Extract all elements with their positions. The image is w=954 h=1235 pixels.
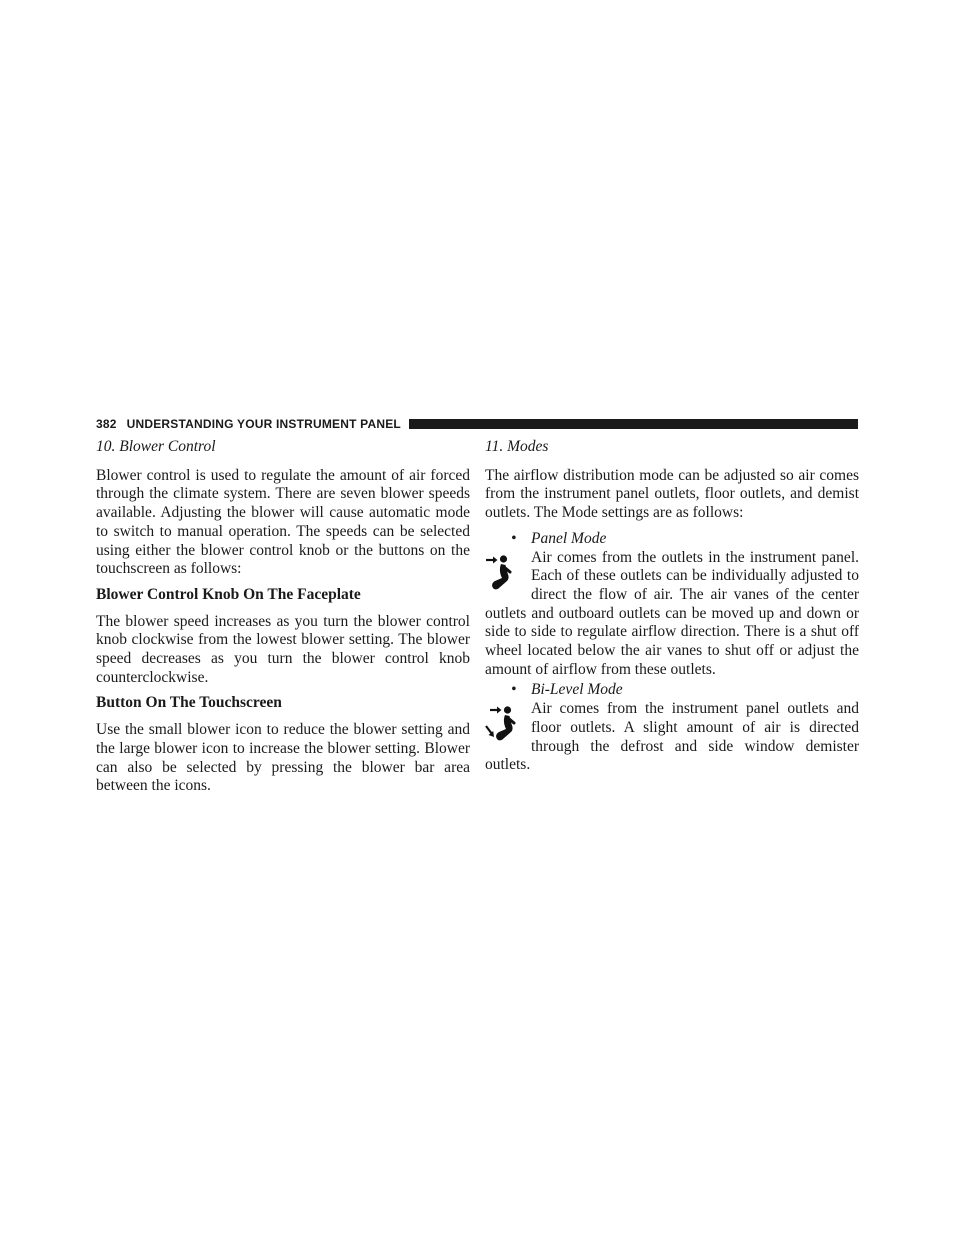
page-number: 382 bbox=[96, 417, 117, 431]
page-header bbox=[96, 417, 858, 431]
bullet: • bbox=[511, 529, 517, 547]
mode-item-bi-level bbox=[485, 681, 859, 775]
panel-mode-label: Panel Mode bbox=[531, 529, 607, 547]
panel-mode-icon bbox=[485, 553, 521, 593]
panel-mode-text: Air comes from the outlets in the instrument panel. Each of these outlets can be individually adjusted to direct the flow of air. The air vanes of the center outlets and outboard outlets can be moved up and down or side to side to regulate airflow direction. There is a shut off wheel located below the air vanes to shut off or adjust the amount of airflow from these outlets. bbox=[485, 548, 859, 678]
bi-level-mode-icon bbox=[485, 704, 521, 744]
modes-heading: 11. Modes bbox=[485, 438, 549, 455]
bullet: • bbox=[511, 681, 517, 699]
blower-control-heading: 10. Blower Control bbox=[96, 438, 216, 455]
bi-level-mode-text: Air comes from the instrument panel outlets and floor outlets. A slight amount of air is directed through the defrost and side window demister outlets. bbox=[485, 700, 859, 774]
header-rule bbox=[409, 419, 858, 429]
blower-intro-paragraph: Blower control is used to regulate the amount of air forced through the climate system. There are seven blower speeds available. Adjusting the blower will cause automatic mode to switch to manual operation. The speeds can be selected using either the blower control knob or the buttons on the touchscreen as follows: bbox=[96, 466, 470, 578]
touchscreen-paragraph: Use the small blower icon to reduce the blower setting and the large blower icon to increase the blower setting. Blower can also be selected by pressing the blower bar area between the icons. bbox=[96, 721, 470, 795]
mode-item-panel bbox=[485, 530, 859, 680]
left-column bbox=[96, 438, 470, 803]
knob-subheading: Blower Control Knob On The Faceplate bbox=[96, 585, 361, 603]
section-title: UNDERSTANDING YOUR INSTRUMENT PANEL bbox=[126, 417, 401, 431]
touchscreen-subheading: Button On The Touchscreen bbox=[96, 694, 282, 712]
right-column bbox=[485, 438, 859, 777]
modes-intro-paragraph: The airflow distribution mode can be adjusted so air comes from the instrument panel outlets, floor outlets, and demist outlets. The Mode settings are as follows: bbox=[485, 466, 859, 522]
knob-paragraph: The blower speed increases as you turn the blower control knob clockwise from the lowest blower setting. The blower speed decreases as you turn the blower control knob counterclockwise. bbox=[96, 612, 470, 686]
bi-level-mode-label: Bi-Level Mode bbox=[531, 681, 623, 699]
